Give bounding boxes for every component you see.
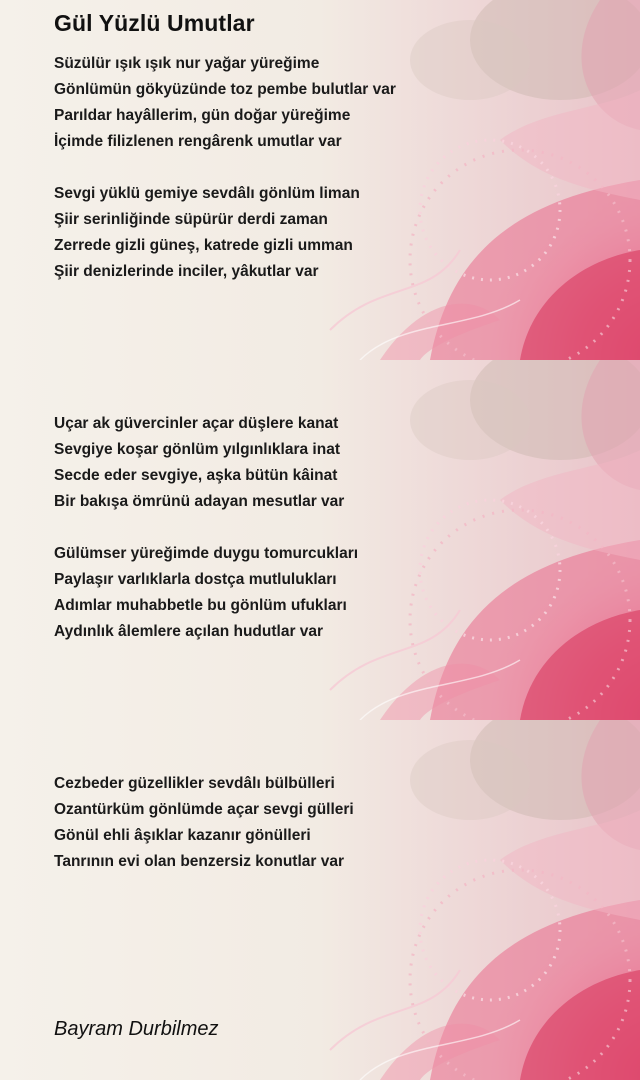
poem-line: Uçar ak güvercinler açar düşlere kanat bbox=[54, 415, 339, 432]
poem-line: Sevgi yüklü gemiye sevdâlı gönlüm liman bbox=[54, 185, 360, 202]
poem-line: Gönlümün gökyüzünde toz pembe bulutlar var bbox=[54, 81, 396, 98]
poem-line: Gülümser yüreğimde duygu tomurcukları bbox=[54, 545, 359, 562]
poem-line: Ozantürküm gönlümde açar sevgi gülleri bbox=[54, 801, 354, 818]
poem-line: Tanrının evi olan benzersiz konutlar var bbox=[54, 853, 344, 870]
stanza bbox=[54, 51, 396, 155]
poem-line: Parıldar hayâllerim, gün doğar yüreğime bbox=[54, 107, 351, 124]
poem-line: Sevgiye koşar gönlüm yılgınlıklara inat bbox=[54, 441, 340, 458]
poem-line: Süzülür ışık ışık nur yağar yüreğime bbox=[54, 55, 320, 72]
poem-line: Secde eder sevgiye, aşka bütün kâinat bbox=[54, 467, 338, 484]
poem-line: Şiir serinliğinde süpürür derdi zaman bbox=[54, 211, 328, 228]
poem-line: İçimde filizlenen rengârenk umutlar var bbox=[54, 133, 342, 150]
poem-line: Şiir denizlerinde inciler, yâkutlar var bbox=[54, 263, 319, 280]
poem-line: Paylaşır varlıklarla dostça mutlulukları bbox=[54, 571, 337, 588]
stanza bbox=[54, 181, 360, 285]
poem-line: Aydınlık âlemlere açılan hudutlar var bbox=[54, 623, 324, 640]
poem-author: Bayram Durbilmez bbox=[54, 1018, 219, 1040]
stanza bbox=[54, 541, 358, 645]
stanza bbox=[54, 771, 354, 875]
poem-line: Gönül ehli âşıklar kazanır gönülleri bbox=[54, 827, 311, 844]
poem-line: Adımlar muhabbetle bu gönlüm ufukları bbox=[54, 597, 347, 614]
stanza bbox=[54, 411, 344, 515]
poem-line: Bir bakışa ömrünü adayan mesutlar var bbox=[54, 493, 345, 510]
poem-title: Gül Yüzlü Umutlar bbox=[54, 10, 255, 36]
poem-line: Cezbeder güzellikler sevdâlı bülbülleri bbox=[54, 775, 335, 792]
poem-line: Zerrede gizli güneş, katrede gizli umman bbox=[54, 237, 353, 254]
